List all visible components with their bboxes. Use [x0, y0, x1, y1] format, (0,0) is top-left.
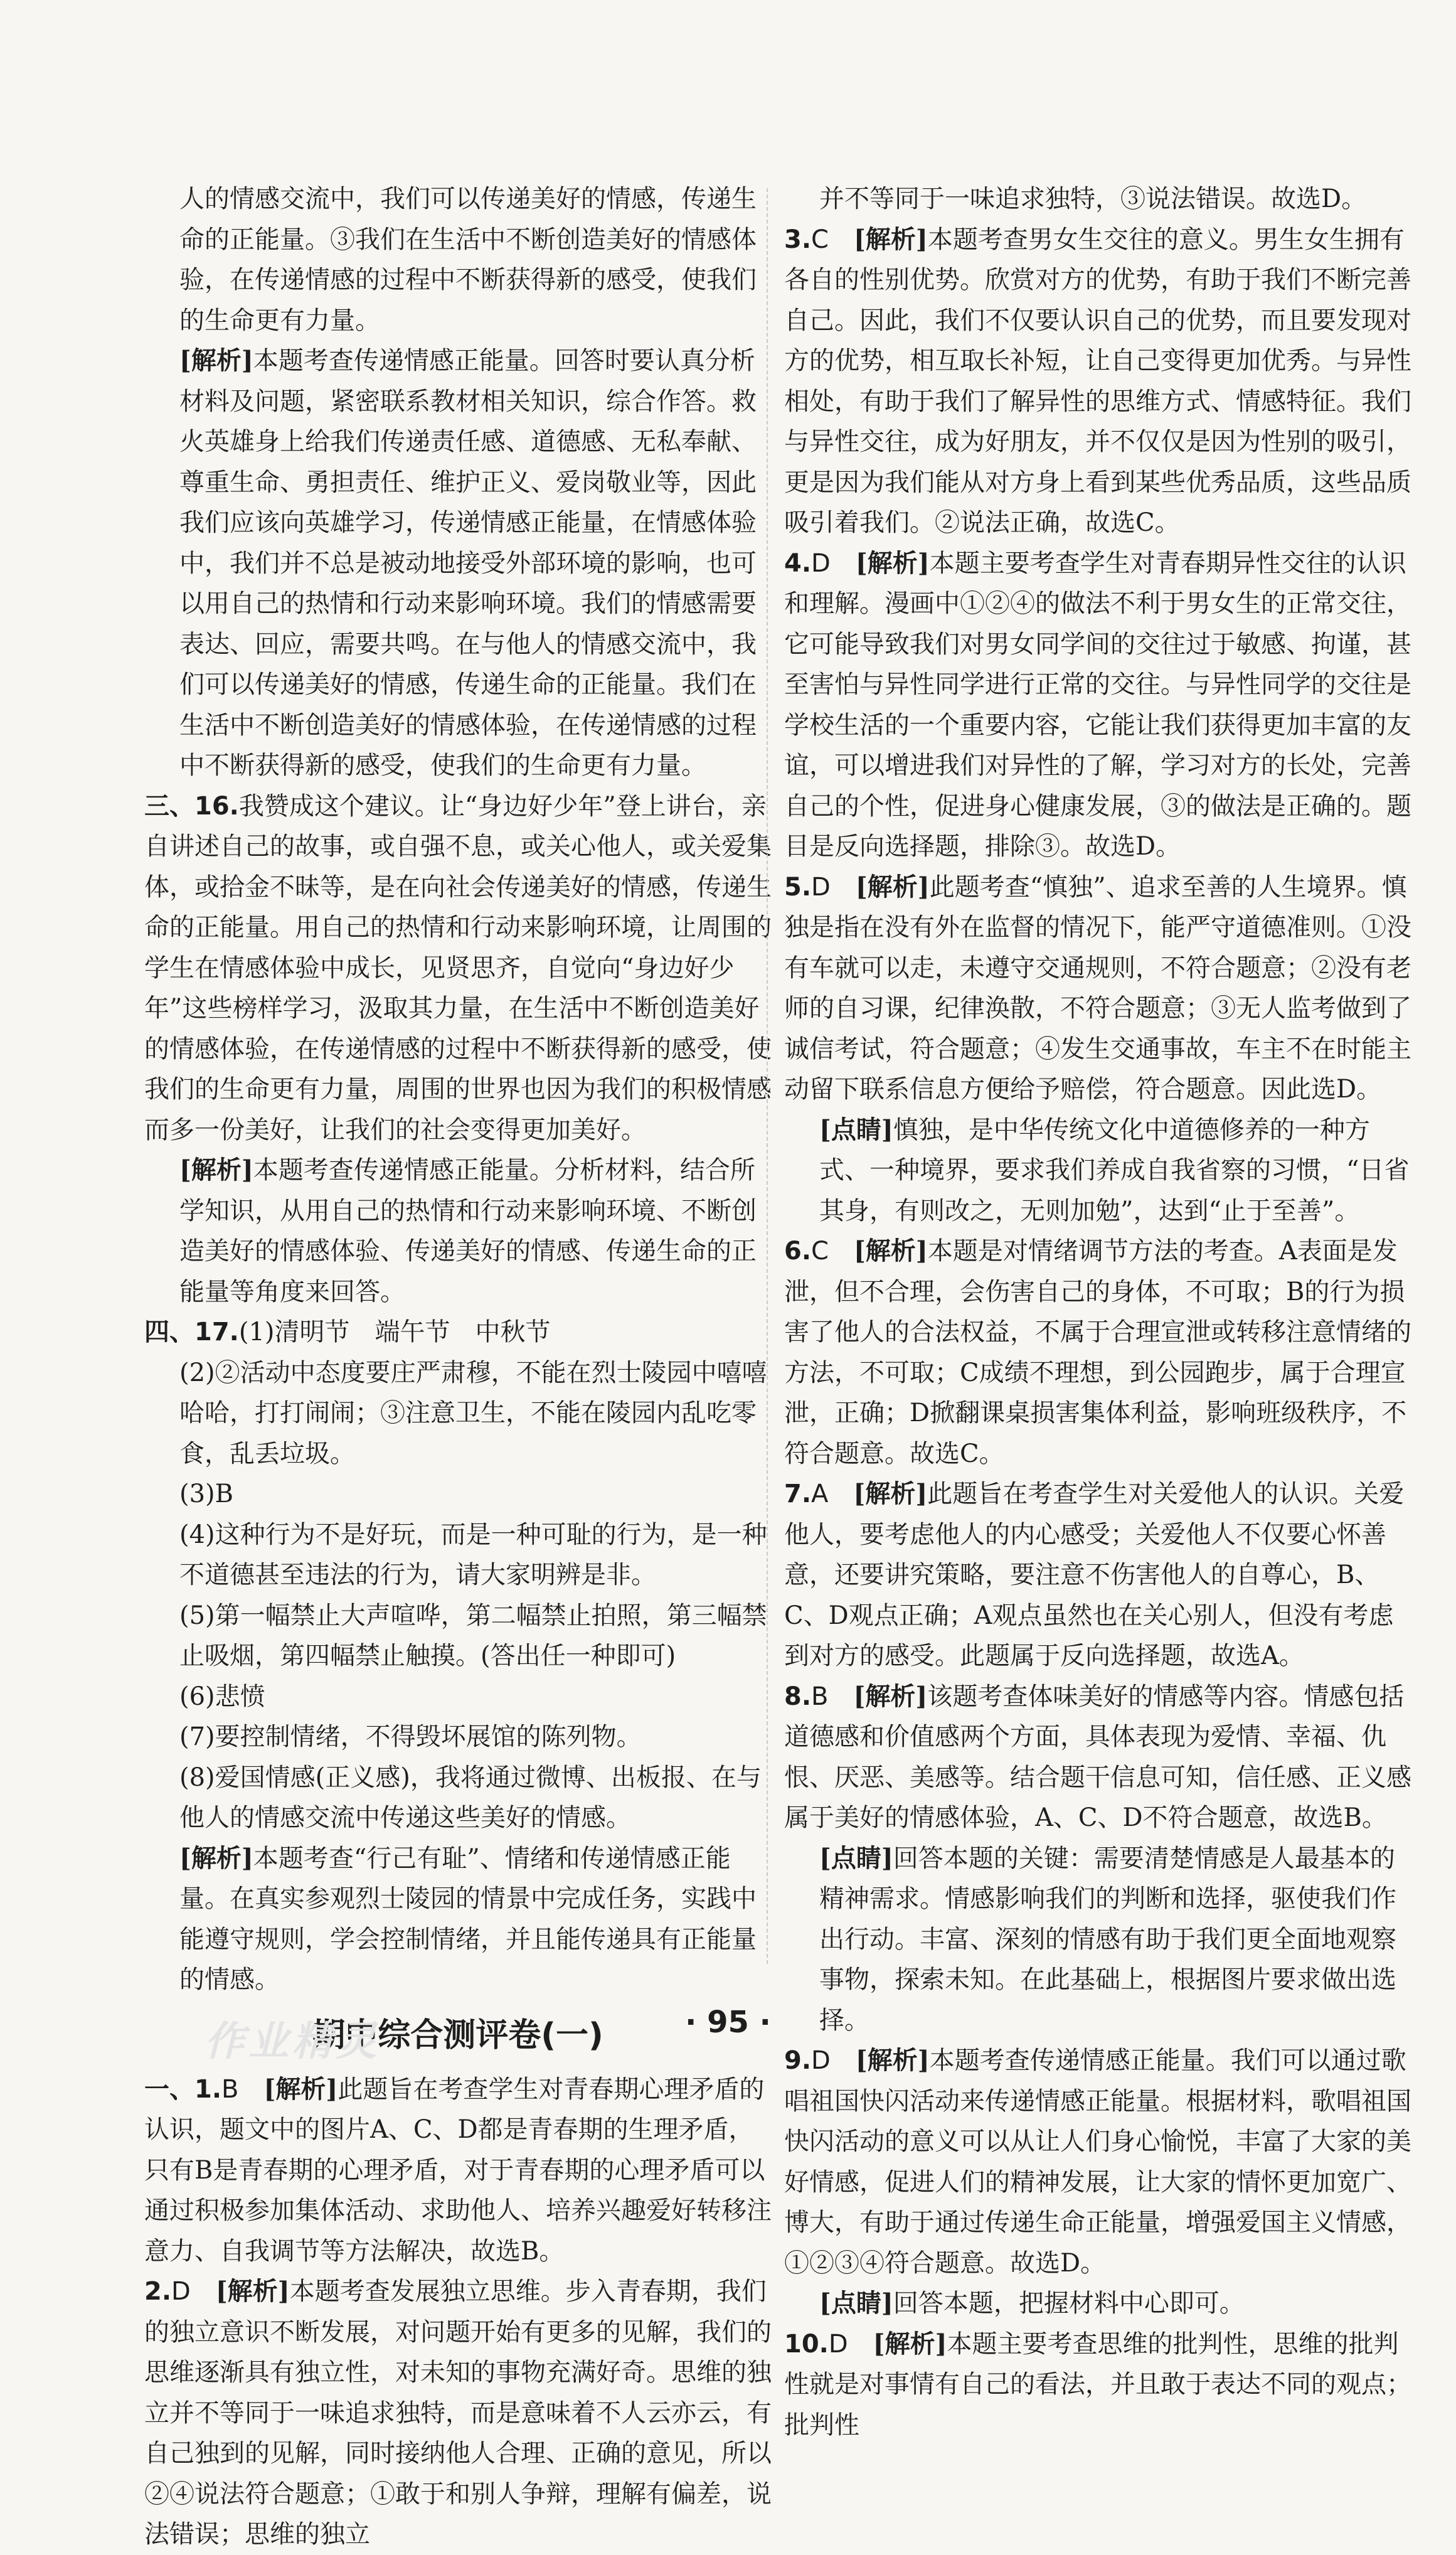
- text: 本题考查男女生交往的意义。男生女生拥有各自的性别优势。欣赏对方的优势，有助于我们不断完善自己。因此，我们不仅要认识自己的优势，而且要发现对方的优势，相互取长补短，让自己变得更加优秀。与异性相处，有助于我们了解异性的思维方式、情感特征。我们与异性交往，成为好朋友，并不仅仅是因为性别的吸引，更是因为我们能从对方身上看到某些优秀品质，这些品质吸引着我们。②说法正确，故选C。: [784, 225, 1411, 537]
- answer-letter: C: [811, 225, 829, 254]
- analysis-tag: [解析]: [179, 1843, 253, 1873]
- paragraph: [144, 179, 772, 341]
- text: 该题考查体味美好的情感等内容。情感包括道德感和价值感两个方面，具体表现为爱情、幸福、仇恨、厌恶、美感等。结合题干信息可知，信任感、正义感属于美好的情感体验，A、C、D不符合题意，故选B。: [784, 1682, 1411, 1832]
- analysis-tag: [解析]: [853, 1681, 928, 1711]
- left-column: [144, 179, 772, 2555]
- watermark: 作业精灵: [205, 2018, 380, 2065]
- answer-text: 我赞成这个建议。让“身边好少年”登上讲台，亲自讲述自己的故事，或自强不息，或关心他人，或关爱集体，或拾金不昧等，是在向社会传递美好的情感，传递生命的正能量。用自己的热情和行动来影响环境，让周围的学生在情感体验中成长，见贤思齐，自觉向“身边好少年”这些榜样学习，汲取其力量，在生活中不断创造美好的情感体验，在传递情感的过程中不断获得新的感受，使我们的生命更有力量，周围的世界也因为我们的积极情感而多一份美好，让我们的社会变得更加美好。: [144, 791, 772, 1144]
- question-number: 5.: [784, 872, 812, 902]
- section-title-text: 期中综合测评卷(一): [312, 2016, 603, 2054]
- page-number: · 95 ·: [685, 2005, 771, 2040]
- question-17: [144, 1312, 772, 1353]
- answer-text: (1)清明节 端午节 中秋节: [238, 1318, 551, 1347]
- question-number: 四、17.: [144, 1318, 239, 1347]
- text: 本题是对情绪调节方法的考查。A表面是发泄，但不合理，会伤害自己的身体，不可取；B的行为损害了他人的合法权益，不属于合理宣泄或转移注意情绪的方法，不可取；C成绩不理想，到公园跑步，属于合理宣泄，正确；D掀翻课桌损害集体利益，影响班级秩序，不符合题意。故选C。: [784, 1237, 1411, 1468]
- question-16: [144, 786, 772, 1151]
- column-divider: [767, 188, 768, 1964]
- answer-letter: D: [828, 2329, 848, 2359]
- analysis-tag: [解析]: [263, 2074, 338, 2104]
- question-number: 9.: [784, 2046, 812, 2075]
- text: 本题考查传递情感正能量。分析材料，结合所学知识，从用自己的热情和行动来影响环境、不断创造美好的情感体验、传递美好的情感、传递生命的正能量等角度来回答。: [179, 1156, 757, 1306]
- question-number: 8.: [784, 1682, 812, 1711]
- sub-answer: (8)爱国情感(正义感)，我将通过微博、出板报、在与他人的情感交流中传递这些美好的情感。: [179, 1763, 762, 1832]
- question-2: [144, 2271, 772, 2555]
- question-3: [784, 220, 1411, 543]
- question-number: 2.: [144, 2277, 172, 2306]
- question-number: 三、16.: [144, 791, 239, 821]
- text: 慎独，是中华传统文化中道德修养的一种方式、一种境界，要求我们养成自我省察的习惯，“日省其身，有则改之，无则加勉”，达到“止于至善”。: [819, 1115, 1410, 1225]
- question-number: 6.: [784, 1237, 812, 1266]
- answer-letter: D: [171, 2277, 191, 2306]
- tip-tag: [点睛]: [819, 1114, 893, 1144]
- sub-answer: (6)悲愤: [179, 1682, 265, 1711]
- answer-letter: D: [811, 872, 831, 902]
- text: 本题考查“行己有耻”、情绪和传递情感正能量。在真实参观烈士陵园的情景中完成任务，实践中能遵守规则，学会控制情绪，并且能传递具有正能量的情感。: [179, 1843, 757, 1994]
- right-column: [784, 179, 1411, 2445]
- text: 本题考查发展独立思维。步入青春期，我们的独立意识不断发展，对问题开始有更多的见解，我们的思维逐渐具有独立性，对未知的事物充满好奇。思维的独立并不等同于一味追求独特，而是意味着不人云亦云，有自己独到的见解，同时接纳他人合理、正确的意见，所以②④说法符合题意；①敢于和别人争辩，理解有偏差，说法错误；思维的独立: [144, 2277, 772, 2549]
- answer-letter: B: [221, 2074, 239, 2104]
- tip-tag: [点睛]: [819, 1843, 893, 1873]
- analysis-tag: [解析]: [215, 2276, 290, 2306]
- question-4: [784, 543, 1411, 867]
- analysis-tag: [解析]: [855, 548, 930, 578]
- sub-answer: (2)②活动中态度要庄严肃穆，不能在烈士陵园中嘻嘻哈哈，打打闹闹；③注意卫生，不能在陵园内乱吃零食，乱丢垃圾。: [179, 1358, 767, 1468]
- analysis-tag: [解析]: [873, 2328, 947, 2359]
- analysis-tag: [解析]: [855, 872, 930, 902]
- analysis-paragraph: [144, 341, 772, 786]
- text: 人的情感交流中，我们可以传递美好的情感，传递生命的正能量。③我们在生活中不断创造美好的情感体验，在传递情感的过程中不断获得新的感受，使我们的生命更有力量。: [179, 184, 757, 335]
- question-8: [784, 1677, 1411, 1838]
- tip-paragraph: [784, 2283, 1411, 2324]
- answer-letter: D: [811, 548, 831, 578]
- text: 此题旨在考查学生对关爱他人的认识。关爱他人，要考虑他人的内心感受；关爱他人不仅要心怀善意，还要讲究策略，要注意不伤害他人的自尊心，B、C、D观点正确；A观点虽然也在关心别人，但没有考虑到对方的感受。此题属于反向选择题，故选A。: [784, 1480, 1405, 1670]
- question-7: [784, 1474, 1411, 1677]
- question-9: [784, 2040, 1411, 2283]
- analysis-tag: [解析]: [179, 346, 253, 375]
- question-5: [784, 867, 1411, 1110]
- question-number: 7.: [784, 1480, 812, 1508]
- analysis-paragraph: [144, 1838, 772, 2000]
- answer-letter: D: [811, 2046, 831, 2075]
- question-number: 3.: [784, 225, 812, 254]
- analysis-tag: [解析]: [855, 2046, 930, 2075]
- text: 本题考查传递情感正能量。回答时要认真分析材料及问题，紧密联系教材相关知识，综合作答。救火英雄身上给我们传递责任感、道德感、无私奉献、尊重生命、勇担责任、维护正义、爱岗敬业等，因此我们应该向英雄学习，传递情感正能量，在情感体验中，我们并不总是被动地接受外部环境的影响，也可以用自己的热情和行动来影响环境。我们的情感需要表达、回应，需要共鸣。在与他人的情感交流中，我们可以传递美好的情感，传递生命的正能量。我们在生活中不断创造美好的情感体验，在传递情感的过程中不断获得新的感受，使我们的生命更有力量。: [179, 346, 757, 780]
- analysis-tag: [解析]: [853, 224, 928, 254]
- text: 回答本题的关键：需要清楚情感是人最基本的精神需求。情感影响我们的判断和选择，驱使我们作出行动。丰富、深刻的情感有助于我们更全面地观察事物，探索未知。在此基础上，根据图片要求做出选择。: [819, 1843, 1396, 2035]
- answer-letter: B: [811, 1682, 829, 1711]
- sub-answer: (7)要控制情绪，不得毁坏展馆的陈列物。: [179, 1722, 642, 1751]
- tip-tag: [点睛]: [819, 2288, 893, 2318]
- answer-letter: A: [811, 1480, 829, 1508]
- text: 此题旨在考查学生对青春期心理矛盾的认识，题文中的图片A、C、D都是青春期的生理矛盾，只有B是青春期的心理矛盾，对于青春期的心理矛盾可以通过积极参加集体活动、求助他人、培养兴趣爱好转移注意力、自我调节等方法解决，故选B。: [144, 2074, 772, 2266]
- question-6: [784, 1231, 1411, 1474]
- analysis-tag: [解析]: [179, 1155, 253, 1185]
- question-1: [144, 2069, 772, 2272]
- analysis-paragraph: [144, 1150, 772, 1312]
- analysis-tag: [解析]: [853, 1236, 928, 1266]
- question-10: [784, 2324, 1411, 2446]
- question-number: 一、1.: [144, 2074, 222, 2104]
- tip-paragraph: [784, 1110, 1411, 1232]
- question-number: 10.: [784, 2329, 829, 2359]
- sub-answer: (4)这种行为不是好玩，而是一种可耻的行为，是一种不道德甚至违法的行为，请大家明辨是非。: [179, 1520, 767, 1589]
- text: 本题主要考查学生对青春期异性交往的认识和理解。漫画中①②④的做法不利于男女生的正常交往，它可能导致我们对男女同学间的交往过于敏感、拘谨，甚至害怕与异性同学进行正常的交往。与异性同学的交往是学校生活的一个重要内容，它能让我们获得更加丰富的友谊，可以增进我们对异性的了解，学习对方的长处，完善自己的个性，促进身心健康发展，③的做法是正确的。题目是反向选择题，排除③。故选D。: [784, 548, 1411, 861]
- question-number: 4.: [784, 548, 812, 578]
- text: 本题主要考查思维的批判性，思维的批判性就是对事情有自己的看法，并且敢于表达不同的观点；批判性: [784, 2329, 1411, 2440]
- text: 回答本题，把握材料中心即可。: [893, 2289, 1245, 2318]
- text: 此题考查“慎独”、追求至善的人生境界。慎独是指在没有外在监督的情况下，能严守道德准则。①没有车就可以走，未遵守交通规则，不符合题意；②没有老师的自习课，纪律涣散，不符合题意；③无人监考做到了诚信考试，符合题意；④发生交通事故，车主不在时能主动留下联系信息方便给予赔偿，符合题意。因此选D。: [784, 872, 1411, 1104]
- sub-answer: (5)第一幅禁止大声喧哗，第二幅禁止拍照，第三幅禁止吸烟，第四幅禁止触摸。(答出任一种即可): [179, 1601, 767, 1670]
- analysis-tag: [解析]: [853, 1479, 928, 1508]
- text: 本题考查传递情感正能量。我们可以通过歌唱祖国快闪活动来传递情感正能量。根据材料，歌唱祖国快闪活动的意义可以从让人们身心愉悦，丰富了大家的美好情感，促进人们的精神发展，让大家的情怀更加宽广、博大，有助于通过传递生命正能量，增强爱国主义情感，①②③④符合题意。故选D。: [784, 2046, 1411, 2278]
- answer-letter: C: [811, 1237, 829, 1266]
- paragraph: 并不等同于一味追求独特，③说法错误。故选D。: [819, 184, 1367, 213]
- sub-answer: (3)B: [179, 1480, 234, 1508]
